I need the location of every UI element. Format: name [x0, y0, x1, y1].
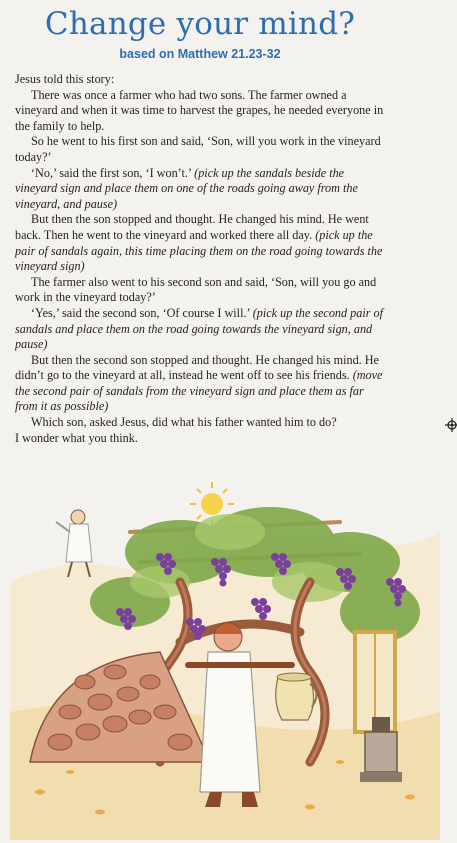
story-text: [15, 72, 385, 446]
story-paragraph-9: I wonder what you think.: [15, 430, 138, 445]
jug-icon: [276, 673, 317, 720]
move-crosshair-icon: [445, 418, 457, 432]
story-paragraph-6: [15, 306, 385, 353]
page-subtitle: based on Matthew 21.23-32: [119, 47, 281, 61]
story-paragraph-6-instruction: (pick up the second pair of sandals and place them on the road going towards the vineyard sign, and pause): [15, 305, 384, 352]
story-paragraph-2: So he went to his first son and said, ‘Son, will you work in the vineyard today?’: [15, 134, 381, 164]
story-paragraph-7: [15, 353, 385, 415]
story-paragraph-3: [15, 166, 385, 213]
story-paragraph-4: [15, 212, 385, 274]
story-paragraph-3-text: ‘No,’ said the first son, ‘I won’t.’: [31, 165, 195, 180]
story-paragraph-1: There was once a farmer who had two sons. The farmer owned a vineyard and when it was time to harvest the grapes, he needed everyone in the family to help.: [15, 87, 384, 133]
story-paragraph-3-instruction: (pick up the sandals beside the vineyard sign and place them on one of the roads going away from the vineyard, and pause): [15, 165, 358, 211]
story-paragraph-4-text: But then the son stopped and thought. He changed his mind. He went back. Then he went to the vineyard and worked there all day.: [15, 212, 369, 242]
story-paragraph-7-instruction: (move the second pair of sandals from the vineyard sign and place them as far from it as possible): [15, 368, 383, 414]
page-title: Change your mind?: [44, 6, 356, 42]
story-paragraph-4-instruction: (pick up the pair of sandals again, this time placing them on the road going towards the vineyard sign): [15, 227, 383, 274]
story-paragraph-5: The farmer also went to his second son and said, ‘Son, will you go and work in the vineyard today?’: [15, 274, 377, 305]
story-intro: Jesus told this story:: [15, 72, 115, 86]
story-paragraph-7-text: But then the second son stopped and thought. He changed his mind. He didn’t go to the vineyard at all, instead he went off to see his friends.: [15, 352, 379, 383]
vineyard-illustration: [10, 462, 440, 840]
story-paragraph-6-text: ‘Yes,’ said the second son, ‘Of course I will.’: [31, 305, 253, 320]
story-paragraph-8: Which son, asked Jesus, did what his father wanted him to do?: [31, 415, 337, 430]
